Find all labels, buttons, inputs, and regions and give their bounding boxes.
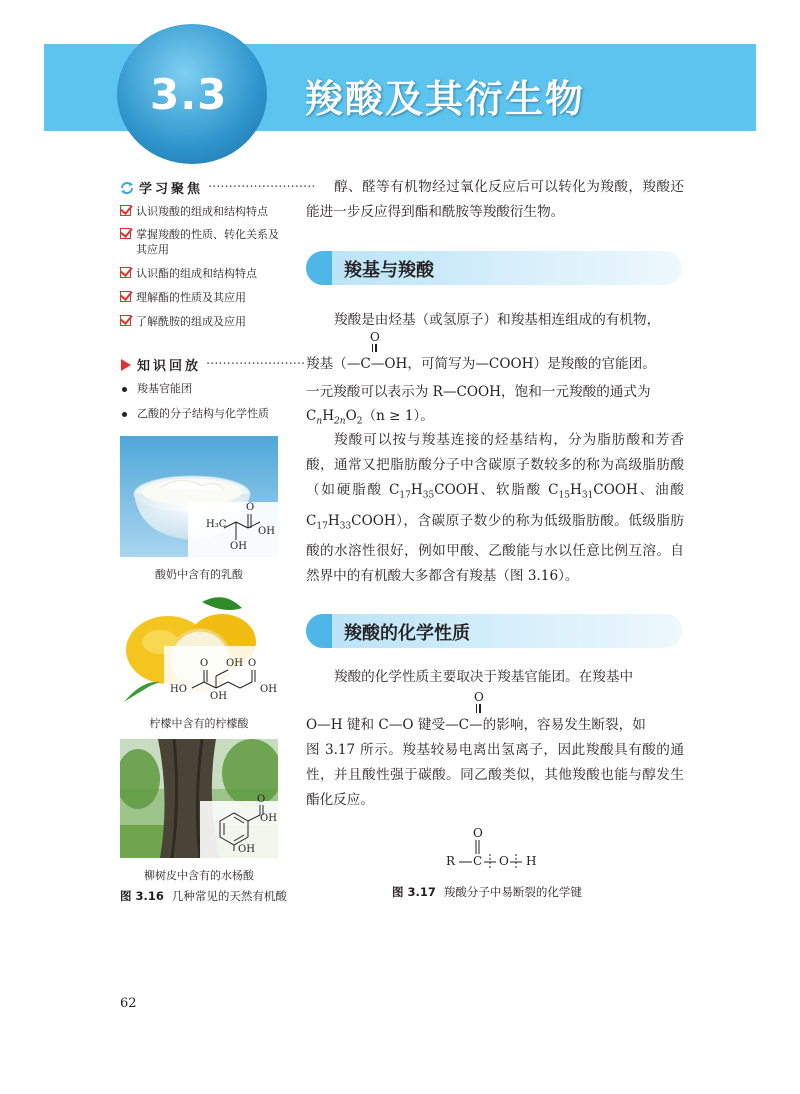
struct-label: HO: [170, 684, 187, 695]
struct-label: OH: [260, 684, 277, 695]
fig-atom: O: [499, 854, 509, 868]
figure-3-17-structure: [444, 826, 554, 872]
figure-3-16-caption: 图 3.16 几种常见的天然有机酸: [120, 889, 287, 903]
paragraph-1-line-1: 羧酸是由烃基（或氢原子）和羧基相连组成的有机物，: [334, 312, 661, 328]
section-heading-carboxyl: 羧基与羧酸: [306, 251, 682, 285]
learning-focus-heading: [120, 178, 315, 197]
goal-item: 了解酰胺的组成及应用: [120, 314, 280, 329]
lemon-photo: [120, 590, 278, 705]
carbonyl-oxygen: O: [474, 690, 484, 704]
yogurt-photo: [120, 436, 278, 557]
paragraph-3-line-2: O—H 键和 C—O 键受—C—的影响，容易发生断裂，如: [306, 717, 646, 733]
page-number: 62: [120, 996, 137, 1011]
struct-label: O: [200, 658, 209, 669]
carbonyl-double-bond: [476, 704, 478, 713]
struct-label: OH: [210, 691, 227, 702]
section-heading-chemical-properties: 羧酸的化学性质: [306, 614, 682, 648]
struct-label: O: [246, 502, 255, 513]
checkbox-checked-icon: [120, 267, 131, 278]
refresh-arrows-icon: [120, 181, 134, 195]
photo-caption: 柳树皮中含有的水杨酸: [144, 869, 254, 882]
chapter-title: 羧酸及其衍生物: [305, 77, 586, 121]
heading-leader-dots: ··························: [208, 180, 316, 195]
carbonyl-double-bond: [372, 344, 374, 352]
review-item: 乙酸的分子结构与化学性质: [122, 405, 269, 421]
photo-caption: 柠檬中含有的柠檬酸: [149, 717, 249, 730]
knowledge-review-title: 知识回放: [137, 359, 202, 374]
checkbox-checked-icon: [120, 228, 131, 239]
photo-caption: 酸奶中含有的乳酸: [155, 568, 243, 581]
checkbox-checked-icon: [120, 315, 131, 326]
paragraph-3-line-1: 羧酸的化学性质主要取决于羧基官能团。在羧基中: [334, 669, 634, 685]
checkbox-checked-icon: [120, 205, 131, 216]
goal-item: 认识酯的组成和结构特点: [120, 266, 280, 281]
struct-label: OH: [260, 813, 277, 824]
review-item: 羧基官能团: [122, 380, 192, 396]
learning-focus-title: 学习聚焦: [139, 182, 204, 197]
carbonyl-oxygen: O: [370, 330, 380, 344]
general-formula: $C_nH_{2n}O_2(n \ge 1)$。: [306, 408, 434, 427]
knowledge-review-heading: [120, 355, 305, 374]
paragraph-1-line-2: 羧基（—C—OH，可简写为—COOH）是羧酸的官能团。: [306, 356, 656, 372]
struct-label: OH: [230, 541, 247, 552]
paragraph-3-rest: 图 3.17 所示。羧基较易电离出氢离子，因此羧酸具有酸的通性，并且酸性强于碳酸。同乙酸类似，其他羧酸也能与醇发生酯化反应。: [306, 742, 684, 808]
play-triangle-icon: [120, 359, 132, 371]
chapter-number: 3.3: [150, 70, 228, 119]
figure-3-17-caption: 图 3.17 羧酸分子中易断裂的化学键: [392, 885, 582, 899]
paragraph-1-line-3: 一元羧酸可以表示为 R—COOH，饱和一元羧酸的通式为: [306, 384, 651, 400]
paragraph-2: 羧酸可以按与羧基连接的烃基结构，分为脂肪酸和芳香酸，通常又把脂肪酸分子中含碳原子数较多的称为高级脂肪酸（如硬脂酸 $C_{17}H_{35}COOH$、软脂酸 $C_{15}H_{31}COOH$、油酸 $C_{17}H_{33}COOH$），含碳原子数少的称为低级脂肪酸。低级脂肪酸的水溶性很好，例如甲酸、乙酸能与水以任意比例互溶。自然界中的有机酸大多都含有羧基（图 3.16）。: [306, 432, 684, 585]
fig-atom: H: [526, 854, 537, 868]
struct-label: O: [257, 794, 266, 805]
heading-leader-dots: ························: [206, 357, 306, 372]
willow-tree-photo: [120, 739, 278, 858]
struct-label: OH: [238, 844, 255, 855]
fig-atom: R: [446, 854, 456, 868]
goal-item: 掌握羧酸的性质、转化关系及其应用: [120, 227, 280, 257]
goal-item: 认识羧酸的组成和结构特点: [120, 204, 280, 219]
struct-label: H₃C: [206, 519, 227, 530]
struct-label: OH: [258, 526, 275, 537]
checkbox-checked-icon: [120, 291, 131, 302]
fig-atom: C: [473, 854, 483, 868]
struct-label: O: [248, 658, 257, 669]
intro-paragraph: 醇、醛等有机物经过氧化反应后可以转化为羧酸，羧酸还能进一步反应得到酯和酰胺等羧酸衍生物。: [306, 179, 684, 220]
goal-item: 理解酯的性质及其应用: [120, 290, 280, 305]
fig-atom: O: [473, 826, 483, 840]
struct-label: OH: [226, 658, 243, 669]
